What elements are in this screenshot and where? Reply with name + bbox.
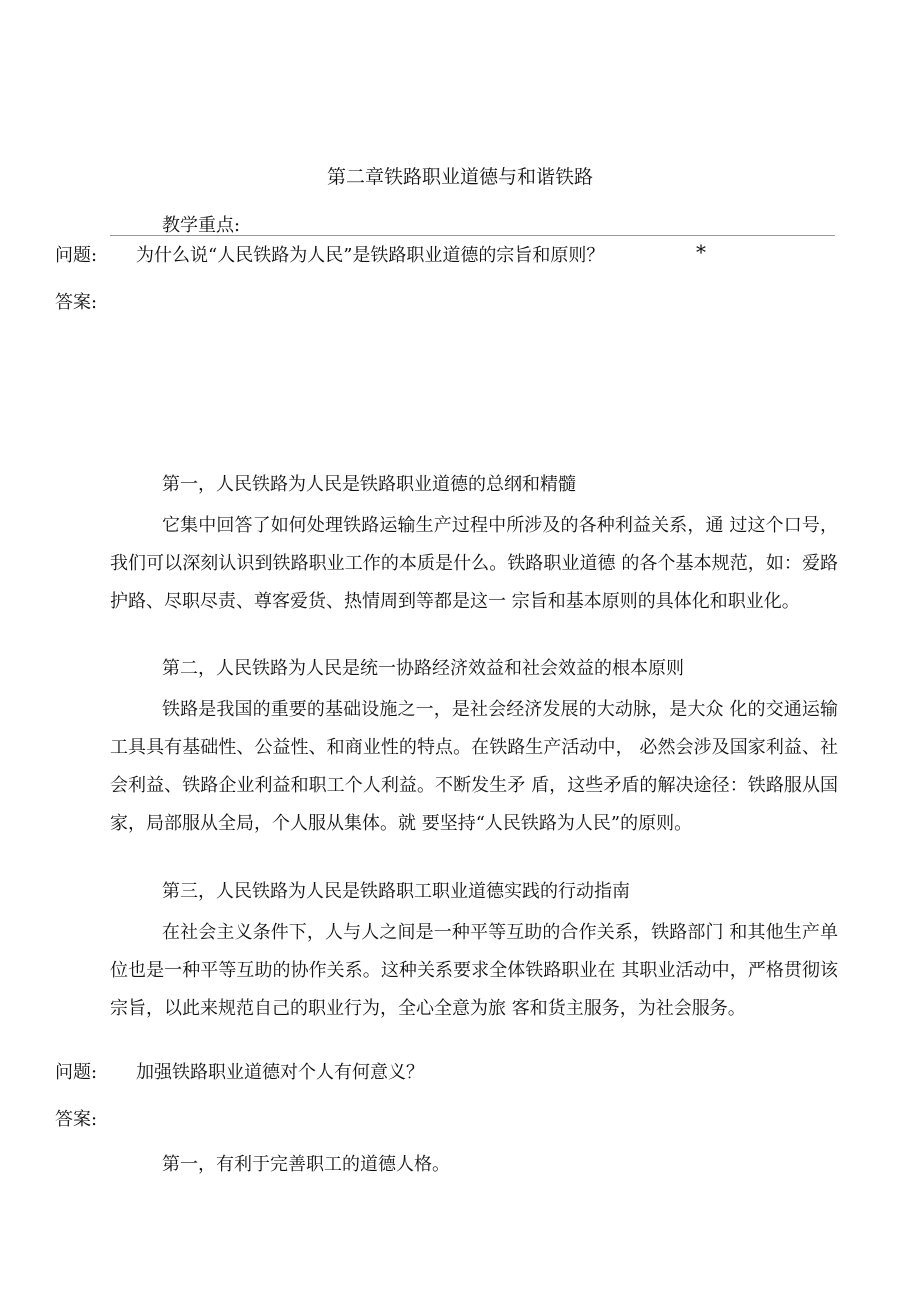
q1-point1-heading: 第一，人民铁路为人民是铁路职业道德的总纲和精髓 [162, 474, 576, 495]
chapter-title: 第二章铁路职业道德与和谐铁路 [326, 166, 593, 188]
divider-line [110, 235, 835, 236]
star-mark: * [696, 240, 706, 264]
question-1-text: 为什么说“人民铁路为人民”是铁路职业道德的宗旨和原则？ [136, 245, 605, 266]
q1-point2-body: 铁路是我国的重要的基础设施之一，是社会经济发展的大动脉，是大众 化的交通运输工具具有基础性、公益性、和商业性的特点。在铁路生产活动中， 必然会涉及国家利益、社会利益、铁路企业利益和职工个人利益。不断发生矛 盾，这些矛盾的解决途径：铁路服从国家，局部服从全局，个人服从集体。就 要坚持“人民铁路为人民”的原则。 [110, 699, 838, 834]
q1-point3-heading: 第三，人民铁路为人民是铁路职工职业道德实践的行动指南 [162, 881, 630, 902]
q1-point1-body: 它集中回答了如何处理铁路运输生产过程中所涉及的各种利益关系，通 过这个口号，我们可以深刻认识到铁路职业工作的本质是什么。铁路职业道德 的各个基本规范，如：爱路护路、尽职尽责、尊客爱货、热情周到等都是这一 宗旨和基本原则的具体化和职业化。 [110, 515, 838, 612]
question-2-text: 加强铁路职业道德对个人有何意义？ [136, 1062, 424, 1083]
answer-label-1: 答案: [55, 292, 98, 313]
answer-label-2: 答案: [55, 1109, 98, 1130]
question-label-2: 问题: [55, 1062, 98, 1083]
question-label-1: 问题: [55, 245, 98, 266]
q2-point1-heading: 第一，有利于完善职工的道德人格。 [162, 1154, 450, 1175]
q1-point2-heading: 第二，人民铁路为人民是统一协路经济效益和社会效益的根本原则 [162, 658, 684, 679]
teaching-focus-label: 教学重点: [162, 215, 241, 236]
q1-point3-body: 在社会主义条件下，人与人之间是一种平等互助的合作关系，铁路部门 和其他生产单位也是一种平等互助的协作关系。这种关系要求全体铁路职业在 其职业活动中，严格贯彻该宗旨，以此来规范自己的职业行为，全心全意为旅 客和货主服务，为社会服务。 [110, 922, 838, 1019]
